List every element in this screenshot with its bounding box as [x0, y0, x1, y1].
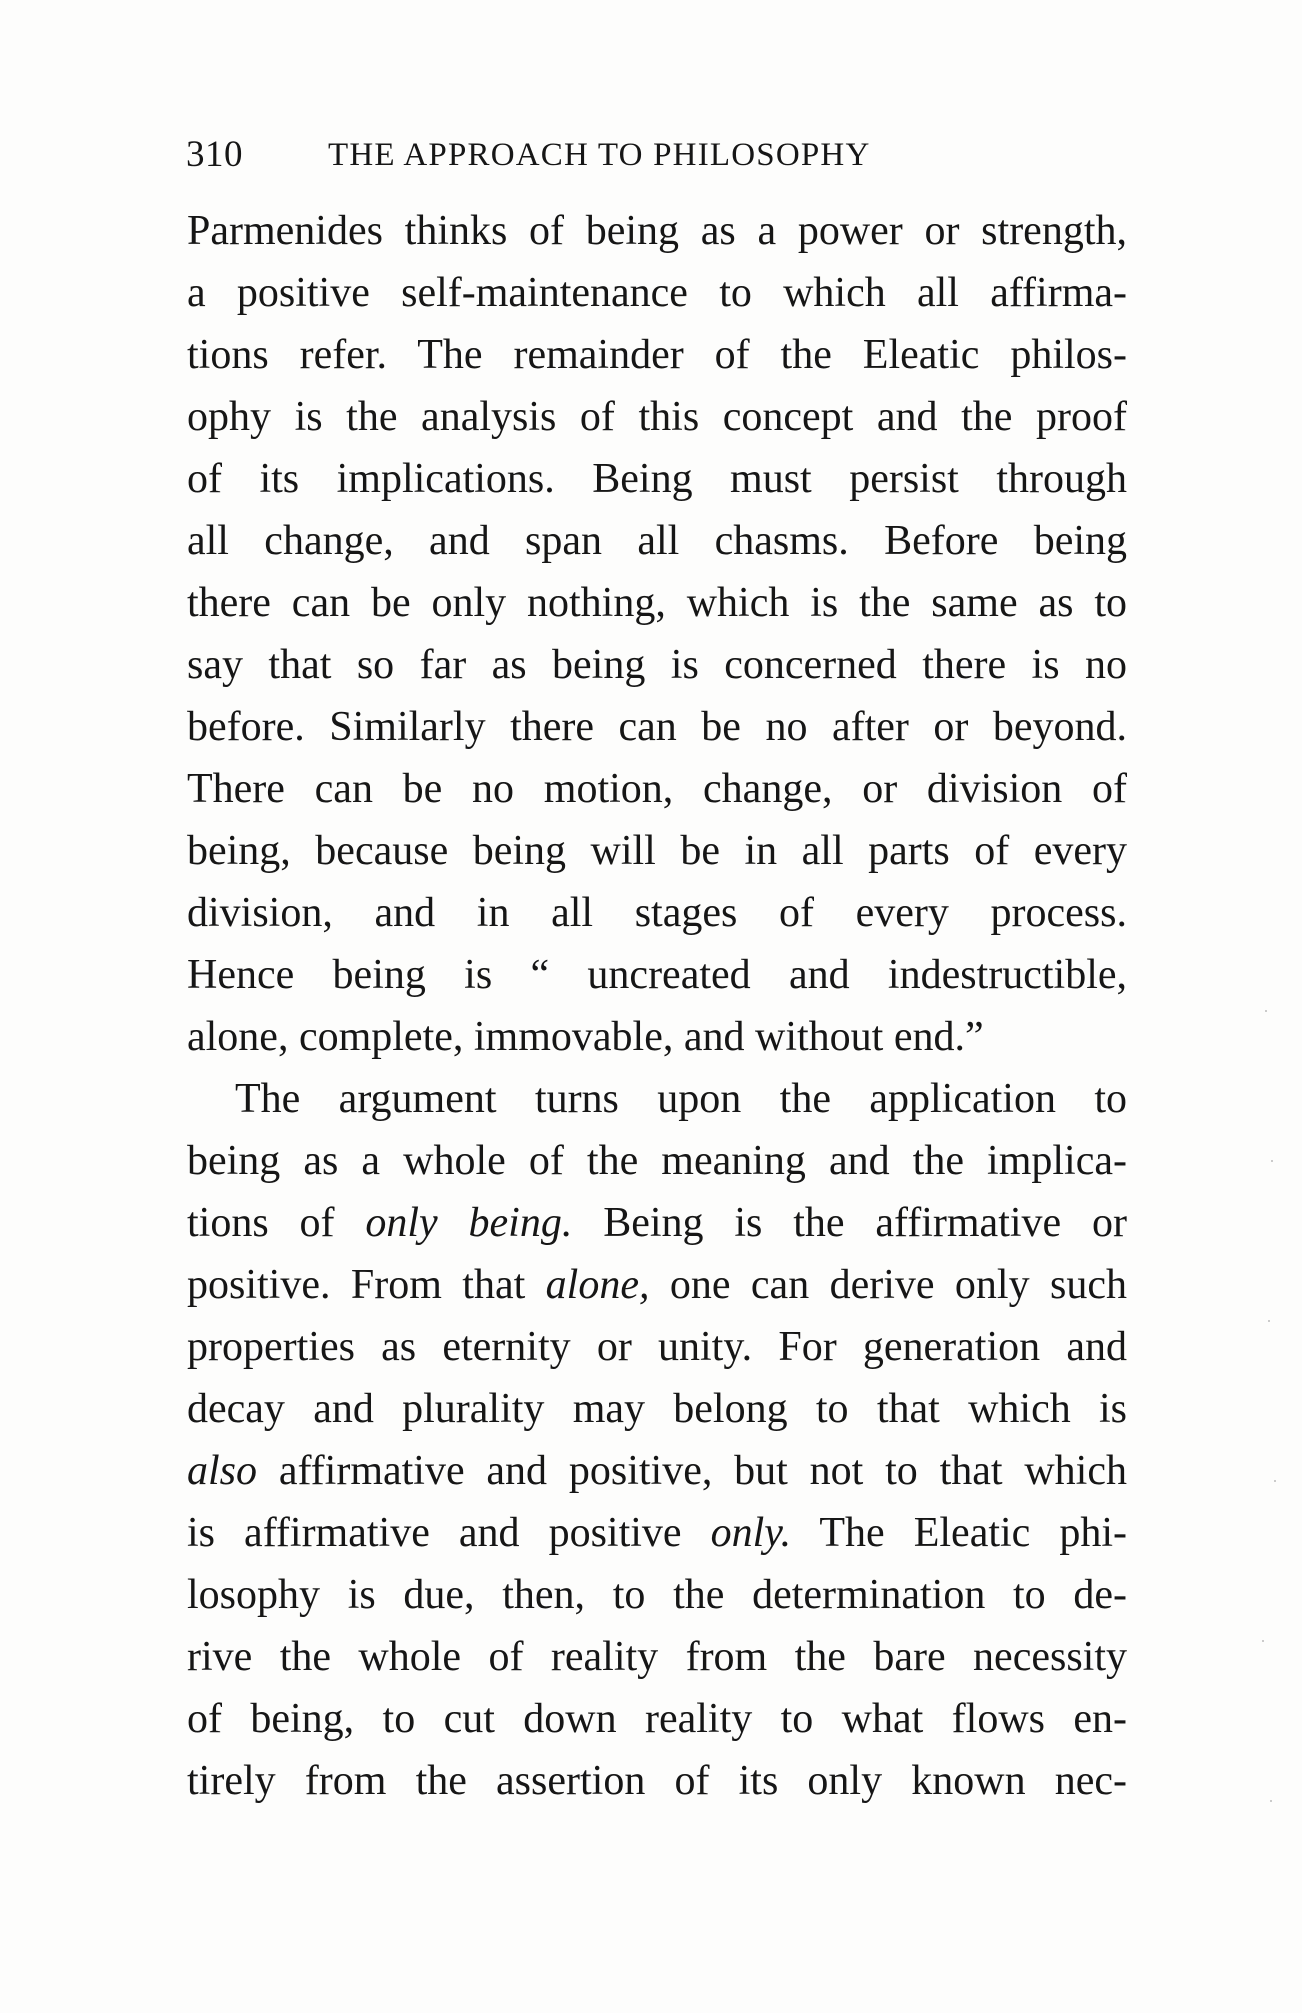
body-text: [187, 200, 1127, 1812]
text-line: tirely from the assertion of its only known nec-: [187, 1758, 1127, 1804]
scan-speck: [1270, 1800, 1272, 1802]
text-line: The argument turns upon the application to: [235, 1076, 1127, 1122]
text-line: rive the whole of reality from the bare necessity: [187, 1634, 1127, 1680]
text-line: decay and plurality may belong to that which is: [187, 1386, 1127, 1432]
running-title: THE APPROACH TO PHILOSOPHY: [328, 137, 871, 173]
scan-speck: [1262, 1640, 1264, 1642]
text-line: of its implications. Being must persist through: [187, 456, 1127, 502]
text-line: positive. From that alone, one can derive only such: [187, 1262, 1127, 1308]
text-line: being, because being will be in all parts of every: [187, 828, 1127, 874]
text-line: being as a whole of the meaning and the implica-: [187, 1138, 1127, 1184]
text-line: of being, to cut down reality to what flows en-: [187, 1696, 1127, 1742]
text-line: ophy is the analysis of this concept and the proof: [187, 394, 1127, 440]
text-line: tions of only being. Being is the affirmative or: [187, 1200, 1128, 1246]
scan-speck: [1268, 1320, 1270, 1322]
text-line: a positive self-maintenance to which all affirma-: [187, 270, 1127, 316]
text-line: tions refer. The remainder of the Eleatic philos-: [187, 332, 1127, 378]
scan-speck: [1271, 1160, 1273, 1162]
text-line: say that so far as being is concerned there is no: [187, 642, 1127, 688]
scan-speck: [1274, 1480, 1276, 1482]
text-line: alone, complete, immovable, and without end.”: [187, 1014, 984, 1060]
text-line: properties as eternity or unity. For generation and: [187, 1324, 1127, 1370]
page-number: 310: [186, 134, 243, 175]
text-line: division, and in all stages of every process.: [187, 890, 1127, 936]
text-line: all change, and span all chasms. Before being: [187, 518, 1127, 564]
text-line: Parmenides thinks of being as a power or strength,: [187, 208, 1127, 254]
text-line: also affirmative and positive, but not to that which: [187, 1448, 1127, 1494]
scan-speck: [1265, 1010, 1267, 1012]
text-line: Hence being is “ uncreated and indestructible,: [187, 952, 1127, 998]
text-line: before. Similarly there can be no after or beyond.: [187, 704, 1127, 750]
italic-text: only.: [710, 1510, 792, 1556]
text-line: losophy is due, then, to the determination to de-: [187, 1572, 1127, 1618]
text-line: is affirmative and positive only. The Eleatic phi-: [187, 1510, 1128, 1556]
italic-text: alone,: [545, 1262, 650, 1308]
text-line: there can be only nothing, which is the same as to: [187, 580, 1127, 626]
text-line: There can be no motion, change, or division of: [187, 766, 1127, 812]
italic-text: also: [187, 1448, 258, 1494]
italic-text: only being.: [365, 1200, 573, 1246]
